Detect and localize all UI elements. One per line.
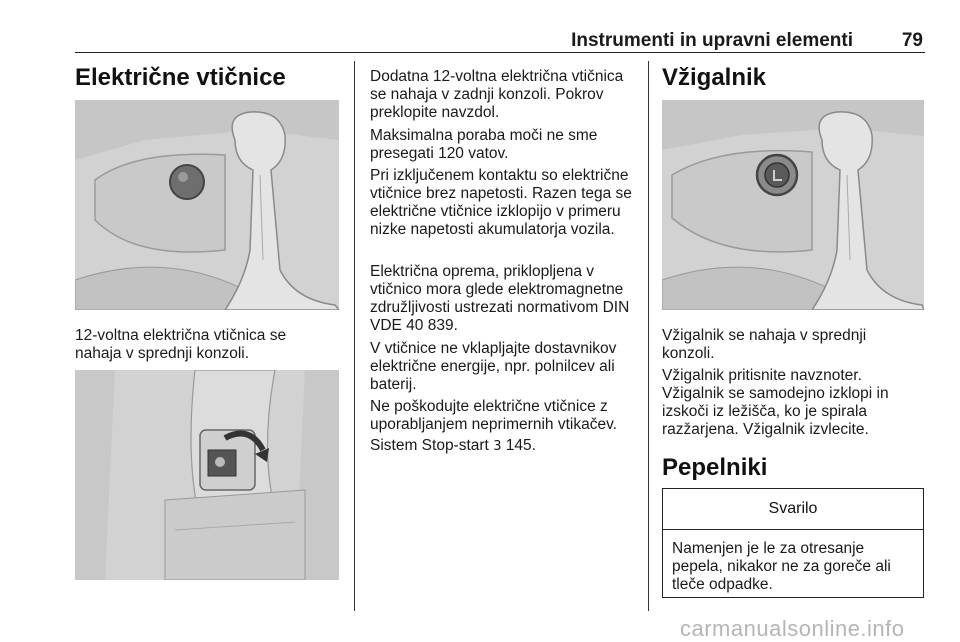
front-socket-caption: 12-voltna električna vtičnica se nahaja v sprednji konzoli. — [75, 327, 287, 362]
warning-text: Namenjen je le za otresanje pepela, nikakor ne za goreče ali tleče odpadke. — [672, 540, 891, 593]
paragraph-lighter-location: Vžigalnik se nahaja v sprednji konzoli. — [662, 327, 867, 362]
paragraph-ignition-off: Pri izključenem kontaktu so električne vtičnice brez napetosti. Razen tega se električne vtičnice izklopijo v primeru nizke napetosti akumulatorja vozila. — [370, 167, 632, 238]
warning-box — [662, 488, 924, 598]
heading-cigarette-lighter: Vžigalnik — [662, 64, 767, 91]
heading-power-outlets: Električne vtičnice — [75, 64, 286, 91]
front-socket-illustration — [75, 100, 339, 310]
header-title: Instrumenti in upravni elementi — [571, 30, 853, 51]
column-divider-2 — [648, 61, 649, 611]
page-number: 79 — [901, 30, 923, 51]
stop-start-reference — [370, 437, 640, 456]
page-header — [75, 30, 925, 53]
crossref-arrow-icon: 3 — [493, 439, 502, 454]
crossref-text: Sistem Stop-start — [370, 437, 489, 454]
warning-title: Svarilo — [663, 489, 923, 530]
paragraph-emc: Električna oprema, priklopljena v vtičnico mora glede elektromagnetne združljivosti ustrezati normativom DIN VDE 40 839. — [370, 263, 630, 334]
cigarette-lighter-illustration — [662, 100, 924, 310]
watermark: carmanualsonline.info — [680, 616, 905, 641]
column-divider-1 — [354, 61, 355, 611]
heading-ashtrays: Pepelniki — [662, 454, 768, 481]
paragraph-lighter-usage: Vžigalnik pritisnite navznoter. Vžigalnik se samodejno izklopi in izskoči iz ležišča, ko je spirala razžarjena. Vžigalnik izvlecite. — [662, 367, 889, 438]
paragraph-rear-socket: Dodatna 12-voltna električna vtičnica se nahaja v zadnji konzoli. Pokrov preklopite navzdol. — [370, 68, 624, 121]
paragraph-max-power: Maksimalna poraba moči ne sme presegati 120 vatov. — [370, 127, 598, 162]
crossref-page-link[interactable]: 145. — [505, 437, 536, 454]
paragraph-no-chargers: V vtičnice ne vklapljajte dostavnikov električne energije, npr. polnilcev ali baterij. — [370, 340, 617, 393]
paragraph-no-damage: Ne poškodujte električne vtičnice z uporabljanjem neprimernih vtikačev. — [370, 398, 617, 433]
rear-socket-illustration — [75, 370, 339, 580]
